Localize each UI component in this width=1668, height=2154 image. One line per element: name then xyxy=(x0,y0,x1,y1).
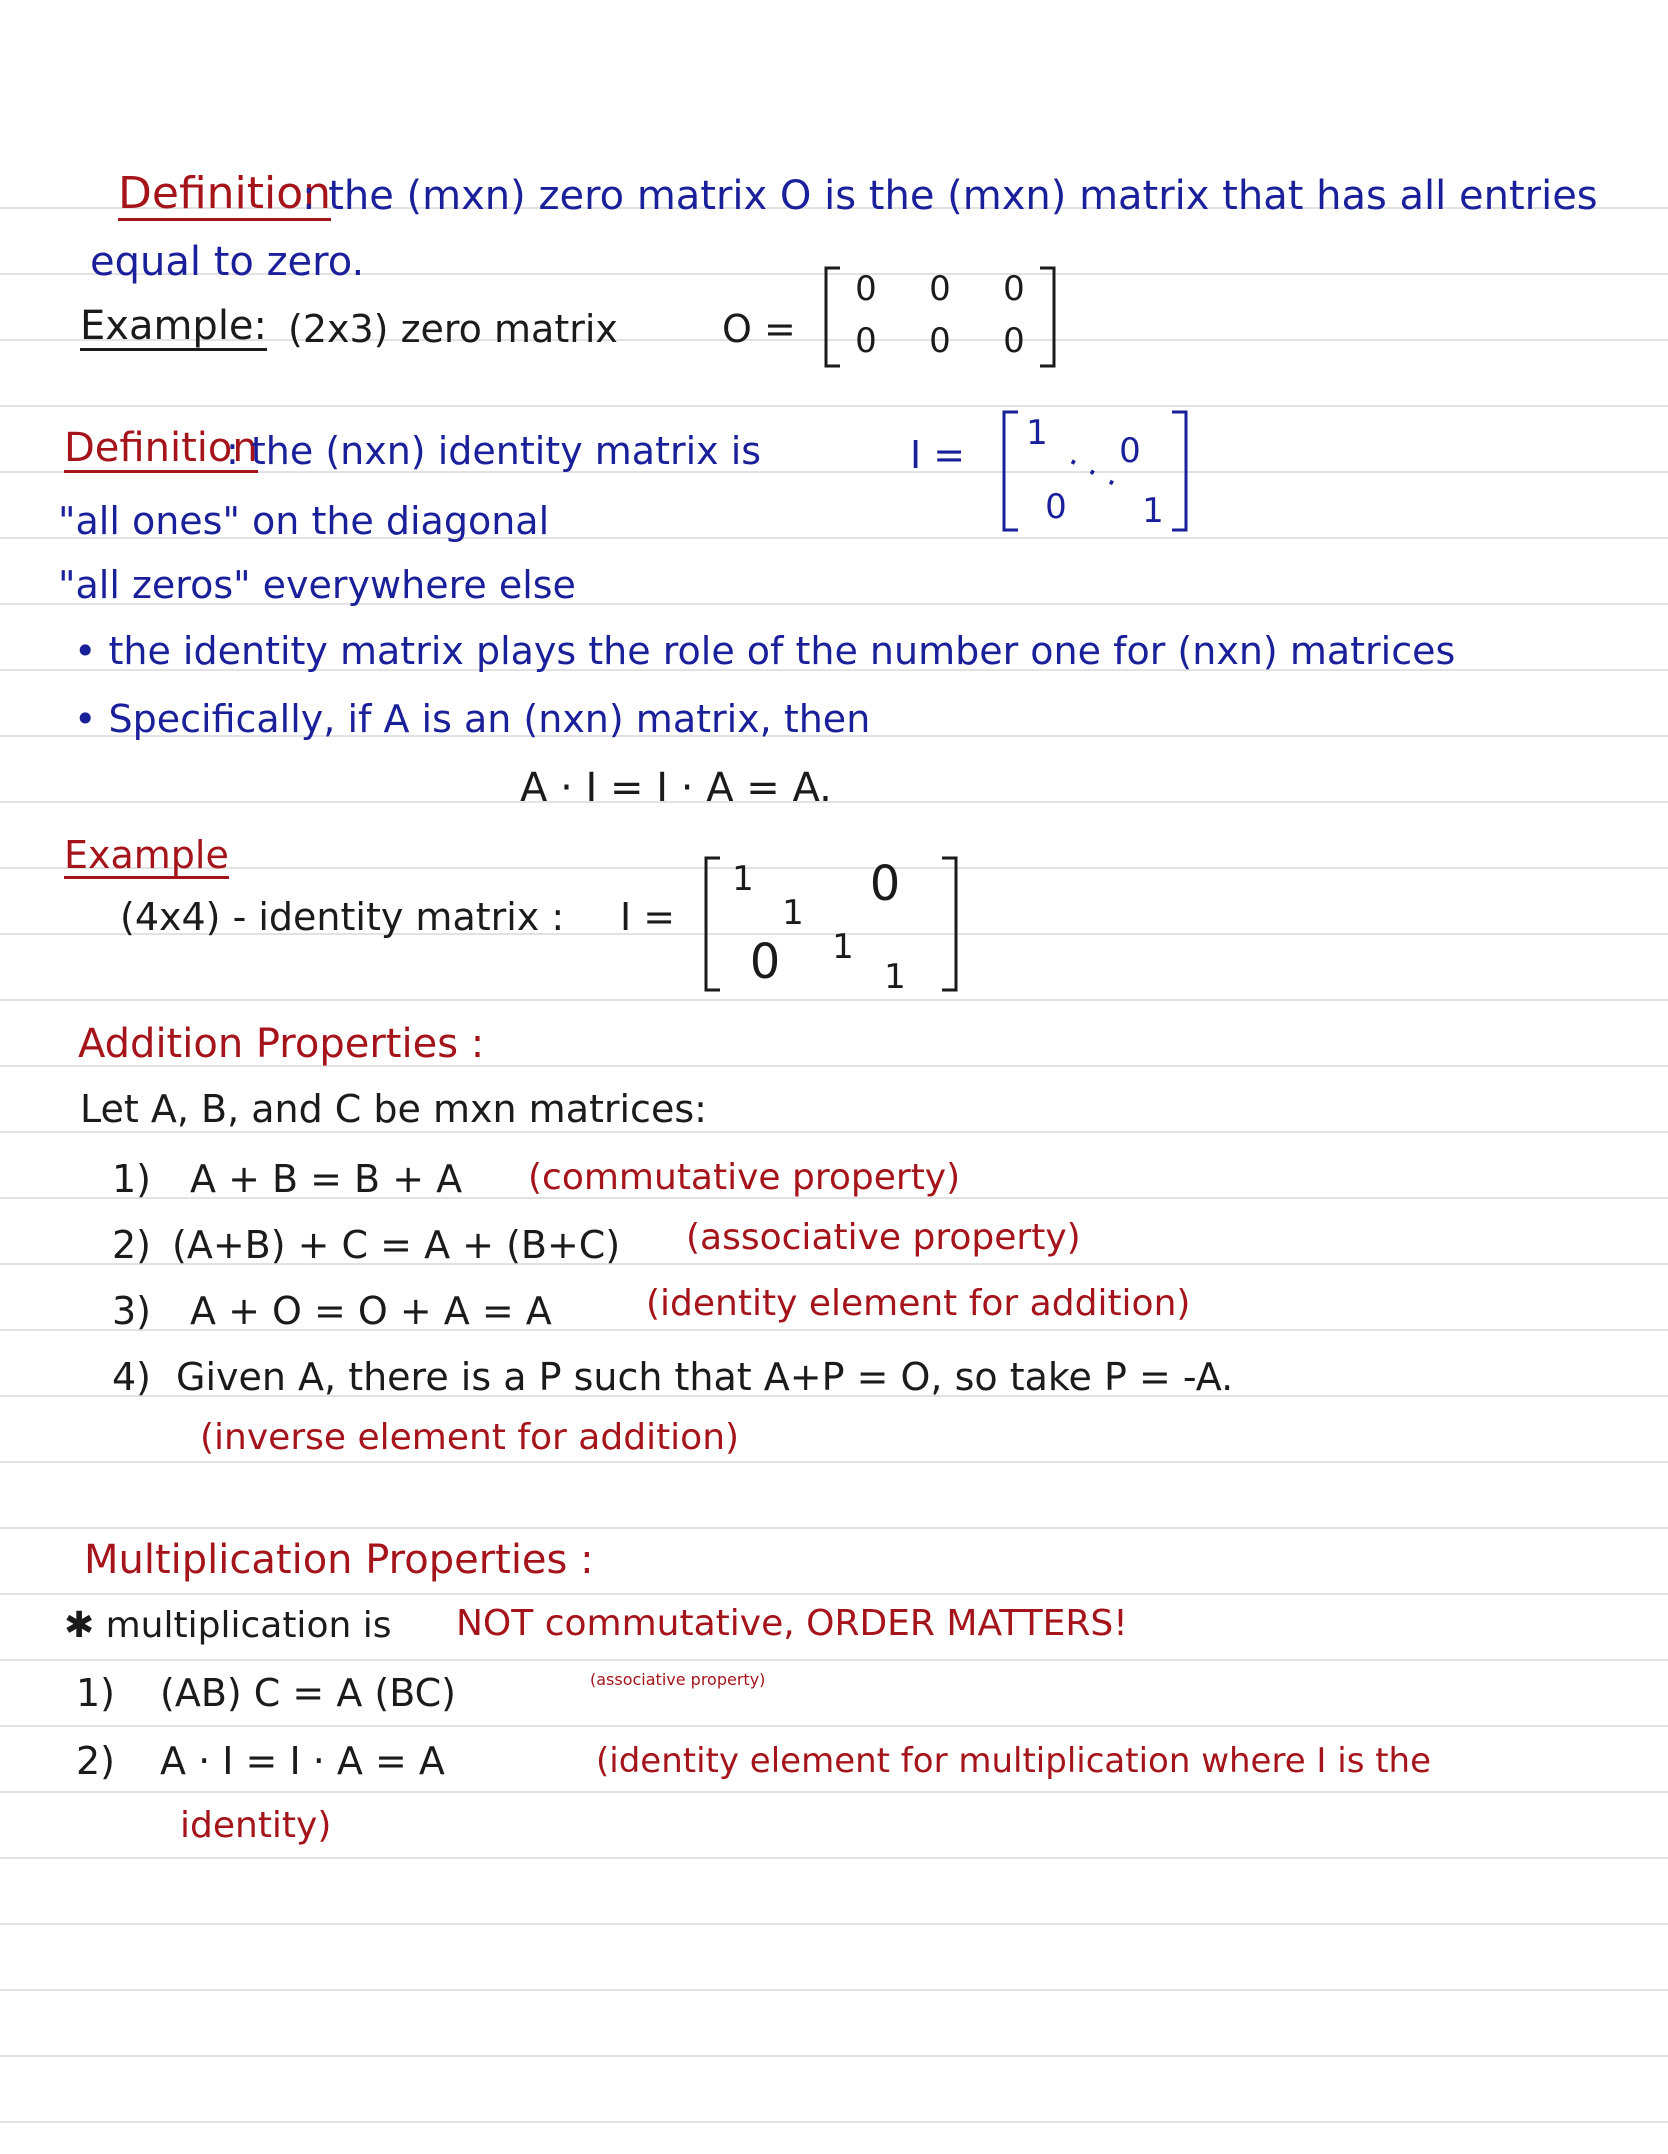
identity-definition-heading: Definition xyxy=(64,425,258,471)
zero-matrix-entry: 0 xyxy=(1003,321,1025,361)
multiplication-item-formula: A · I = I · A = A xyxy=(160,1739,445,1783)
identity-matrix-general xyxy=(1000,406,1190,536)
zero-matrix-entry: 0 xyxy=(929,269,951,309)
addition-heading: Addition Properties : xyxy=(78,1021,485,1067)
identity-matrix-label: I = xyxy=(910,433,966,477)
multiplication-item-number: 2) xyxy=(76,1739,116,1783)
zero-matrix xyxy=(822,262,1058,372)
multiplication-item-note-cont: identity) xyxy=(180,1805,332,1846)
addition-item-formula: A + B = B + A xyxy=(190,1157,463,1201)
addition-item-number: 4) xyxy=(112,1355,152,1399)
addition-item-formula: A + O = O + A = A xyxy=(190,1289,552,1333)
identity-note-specifically: • Specifically, if A is an (nxn) matrix, then xyxy=(74,697,871,741)
zero-definition-text-cont: equal to zero. xyxy=(90,239,365,285)
identity-entry: 1 xyxy=(1142,491,1164,531)
addition-intro: Let A, B, and C be mxn matrices: xyxy=(80,1087,707,1131)
identity-4x4-diag-entry: 1 xyxy=(884,957,906,997)
zero-matrix-entry: 0 xyxy=(855,269,877,309)
identity-equation: A · I = I · A = A. xyxy=(520,765,832,811)
multiplication-item-number: 1) xyxy=(76,1671,116,1715)
multiplication-warning-prefix: ✱ multiplication is xyxy=(64,1605,392,1646)
identity-4x4-diag-entry: 1 xyxy=(732,859,754,899)
identity-definition-text: : the (nxn) identity matrix is xyxy=(226,429,762,473)
addition-item-note: (associative property) xyxy=(686,1217,1081,1258)
identity-4x4-upper-zero: 0 xyxy=(869,856,901,912)
multiplication-item-note: (identity element for multiplication where I is the xyxy=(596,1741,1432,1781)
zero-matrix-entry: 0 xyxy=(855,321,877,361)
multiplication-warning: NOT commutative, ORDER MATTERS! xyxy=(456,1603,1128,1644)
zero-definition-text: : the (mxn) zero matrix O is the (mxn) matrix that has all entries xyxy=(302,173,1598,219)
identity-4x4-diag-entry: 1 xyxy=(832,927,854,967)
multiplication-item-note: (associative property) xyxy=(590,1670,766,1689)
zero-matrix-entry: 0 xyxy=(929,321,951,361)
identity-4x4-lower-zero: 0 xyxy=(749,934,781,990)
addition-item-number: 3) xyxy=(112,1289,152,1333)
addition-item-note: (identity element for addition) xyxy=(646,1283,1191,1324)
identity-note-role: • the identity matrix plays the role of the number one for (nxn) matrices xyxy=(74,629,1456,673)
identity-entry: 0 xyxy=(1045,487,1067,527)
zero-example-text: (2x3) zero matrix xyxy=(288,307,618,351)
zero-example-label: Example: xyxy=(80,303,268,349)
identity-diagonal-dots: · · · xyxy=(1058,442,1126,504)
zero-definition-heading: Definition xyxy=(118,168,332,219)
identity-definition-offdiagonal: "all zeros" everywhere else xyxy=(58,563,576,607)
addition-item4-note: (inverse element for addition) xyxy=(200,1417,740,1458)
addition-item4-text: Given A, there is a P such that A+P = O, so take P = -A. xyxy=(176,1355,1234,1399)
identity-entry: 0 xyxy=(1119,431,1141,471)
identity-matrix-4x4 xyxy=(700,852,962,996)
zero-matrix-entry: 0 xyxy=(1003,269,1025,309)
multiplication-item-formula: (AB) C = A (BC) xyxy=(160,1671,456,1715)
addition-item-note: (commutative property) xyxy=(528,1157,961,1198)
identity-example-text: (4x4) - identity matrix : xyxy=(120,895,565,939)
addition-item-number: 1) xyxy=(112,1157,152,1201)
identity-definition-diagonal: "all ones" on the diagonal xyxy=(58,499,550,543)
addition-item-formula: (A+B) + C = A + (B+C) xyxy=(172,1223,621,1267)
addition-item-number: 2) xyxy=(112,1223,152,1267)
identity-example-heading: Example xyxy=(64,833,229,877)
identity-example-matrix-label: I = xyxy=(620,895,676,939)
identity-4x4-diag-entry: 1 xyxy=(782,893,804,933)
multiplication-heading: Multiplication Properties : xyxy=(84,1537,594,1583)
identity-entry: 1 xyxy=(1026,413,1048,453)
zero-matrix-label: O = xyxy=(722,307,796,351)
